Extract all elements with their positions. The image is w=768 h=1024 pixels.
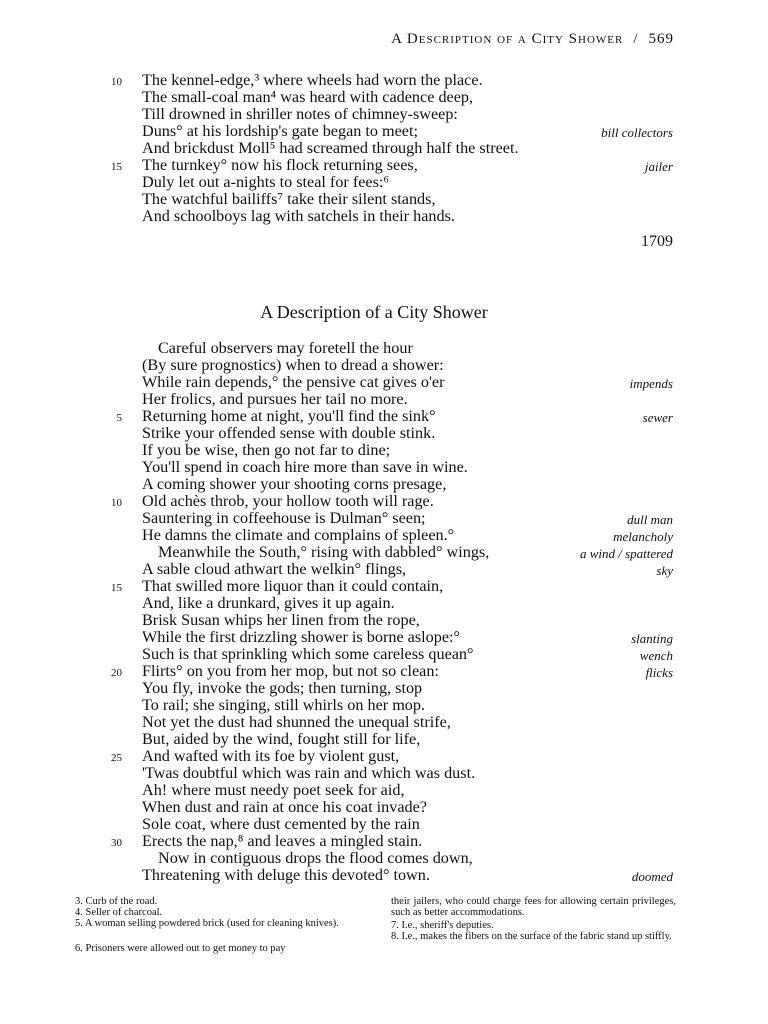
gloss: bill collectors — [601, 125, 673, 140]
verse-text: Threatening with deluge this devoted° town. — [142, 866, 430, 884]
verse-line — [0, 191, 768, 208]
verse-line — [0, 799, 768, 816]
verse-line — [0, 612, 768, 629]
verse-line — [0, 782, 768, 799]
verse-line — [0, 459, 768, 476]
gloss: melancholy — [613, 529, 673, 544]
running-head-separator: / — [633, 31, 639, 47]
verse-text: The watchful bailiffs⁷ take their silent stands, — [142, 190, 436, 208]
verse-line — [0, 527, 768, 544]
verse-text: While rain depends,° the pensive cat gives o'er — [142, 373, 445, 391]
verse-text: But, aided by the wind, fought still for life, — [142, 730, 421, 748]
verse-line — [0, 561, 768, 578]
verse-text: The small-coal man⁴ was heard with cadence deep, — [142, 88, 474, 106]
verse-line — [0, 867, 768, 884]
verse-text: Strike your offended sense with double stink. — [142, 424, 436, 442]
verse-text: You'll spend in coach hire more than save in wine. — [142, 458, 468, 476]
poem-title: A Description of a City Shower — [260, 302, 488, 322]
verse-text: Ah! where must needy poet seek for aid, — [142, 781, 405, 799]
gloss: doomed — [631, 869, 673, 884]
verse-line — [0, 629, 768, 646]
verse-line — [0, 89, 768, 106]
footnote: 8. I.e., makes the fibers on the surface of the fabric stand up stiffly. — [391, 931, 672, 942]
verse-line — [0, 476, 768, 493]
verse-line — [0, 357, 768, 374]
gloss: flicks — [645, 665, 673, 680]
verse-text: A coming shower your shooting corns presage, — [142, 475, 447, 493]
verse-text: Duns° at his lordship's gate began to meet; — [142, 122, 418, 140]
line-number: 10 — [111, 76, 122, 88]
verse-text: Sole coat, where dust cemented by the rain — [142, 815, 420, 833]
verse-line — [0, 850, 768, 867]
verse-text: 'Twas doubtful which was rain and which was dust. — [142, 764, 476, 782]
verse-line — [0, 646, 768, 663]
gloss: jailer — [644, 159, 673, 174]
verse-line — [0, 425, 768, 442]
verse-line — [0, 697, 768, 714]
verse-text: Sauntering in coffeehouse is Dulman° seen; — [142, 509, 426, 527]
verse-text: A sable cloud athwart the welkin° flings, — [142, 560, 407, 578]
verse-line — [0, 123, 768, 140]
verse-text: The kennel-edge,³ where wheels had worn the place. — [142, 71, 483, 89]
verse-text: The turnkey° now his flock returning sees, — [142, 156, 418, 174]
verse-text: Old achès throb, your hollow tooth will rage. — [142, 492, 434, 510]
verse-text: You fly, invoke the gods; then turning, stop — [142, 679, 423, 697]
footnote: 4. Seller of charcoal. — [75, 907, 163, 918]
verse-line — [0, 816, 768, 833]
verse-line — [0, 140, 768, 157]
verse-line — [0, 765, 768, 782]
verse-text: And brickdust Moll⁵ had screamed through half the street. — [142, 139, 519, 157]
verse-line — [0, 72, 768, 89]
verse-line — [0, 544, 768, 561]
verse-line — [0, 833, 768, 850]
verse-text: If you be wise, then go not far to dine; — [142, 441, 391, 459]
verse-line — [0, 714, 768, 731]
verse-line — [0, 731, 768, 748]
footnote: their jailers, who could charge fees for allowing certain privileges, such as better accommodations. — [391, 896, 676, 918]
gloss: slanting — [631, 631, 673, 646]
line-number: 25 — [111, 752, 122, 764]
line-number: 5 — [116, 412, 122, 424]
verse-text: Now in contiguous drops the flood comes down, — [158, 849, 473, 867]
line-number: 15 — [111, 161, 122, 173]
gloss: impends — [629, 376, 673, 391]
line-number: 20 — [111, 667, 122, 679]
gloss: wench — [639, 648, 673, 663]
gloss: a wind / spattered — [579, 546, 673, 561]
verse-line — [0, 510, 768, 527]
verse-text: Brisk Susan whips her linen from the rope, — [142, 611, 420, 629]
verse-text: When dust and rain at once his coat invade? — [142, 798, 427, 816]
verse-line — [0, 680, 768, 697]
verse-text: And schoolboys lag with satchels in their hands. — [142, 207, 455, 225]
verse-text: Careful observers may foretell the hour — [158, 339, 413, 357]
verse-line — [0, 106, 768, 123]
verse-line — [0, 174, 768, 191]
footnote: 5. A woman selling powdered brick (used for cleaning knives). — [75, 918, 339, 929]
footnote: 7. I.e., sheriff's deputies. — [391, 920, 494, 931]
verse-text: Meanwhile the South,° rising with dabbled° wings, — [158, 543, 490, 561]
verse-text: Erects the nap,⁸ and leaves a mingled stain. — [142, 832, 423, 850]
running-head — [391, 31, 674, 48]
verse-text: Such is that sprinkling which some careless quean° — [142, 645, 474, 663]
running-head-title: A Description of a City Shower — [391, 31, 624, 47]
verse-text: And wafted with its foe by violent gust, — [142, 747, 400, 765]
gloss: sky — [656, 563, 673, 578]
line-number: 30 — [111, 837, 122, 849]
verse-line — [0, 408, 768, 425]
verse-text: While the first drizzling shower is borne aslope:° — [142, 628, 460, 646]
verse-line — [0, 442, 768, 459]
verse-line — [0, 374, 768, 391]
gloss: dull man — [627, 512, 673, 527]
footnote: 3. Curb of the road. — [75, 896, 158, 907]
verse-line — [0, 208, 768, 225]
gloss: sewer — [642, 410, 673, 425]
verse-line — [0, 578, 768, 595]
line-number: 10 — [111, 497, 122, 509]
verse-line — [0, 157, 768, 174]
verse-text: Her frolics, and pursues her tail no more. — [142, 390, 408, 408]
poem-year: 1709 — [641, 233, 673, 250]
verse-line — [0, 748, 768, 765]
verse-text: And, like a drunkard, gives it up again. — [142, 594, 395, 612]
verse-text: He damns the climate and complains of spleen.° — [142, 526, 455, 544]
verse-line — [0, 391, 768, 408]
verse-line — [0, 663, 768, 680]
page-number: 569 — [648, 31, 674, 47]
verse-text: That swilled more liquor than it could contain, — [142, 577, 444, 595]
line-number: 15 — [111, 582, 122, 594]
verse-line — [0, 340, 768, 357]
footnote: 6. Prisoners were allowed out to get money to pay — [75, 943, 286, 954]
verse-text: To rail; she singing, still whirls on her mop. — [142, 696, 426, 714]
verse-text: Not yet the dust had shunned the unequal strife, — [142, 713, 451, 731]
verse-line — [0, 595, 768, 612]
verse-text: Duly let out a-nights to steal for fees:⁶ — [142, 173, 390, 191]
verse-text: Flirts° on you from her mop, but not so clean: — [142, 662, 439, 680]
verse-text: Till drowned in shriller notes of chimney-sweep: — [142, 105, 458, 123]
verse-line — [0, 493, 768, 510]
verse-text: Returning home at night, you'll find the sink° — [142, 407, 436, 425]
verse-text: (By sure prognostics) when to dread a shower: — [142, 356, 444, 374]
